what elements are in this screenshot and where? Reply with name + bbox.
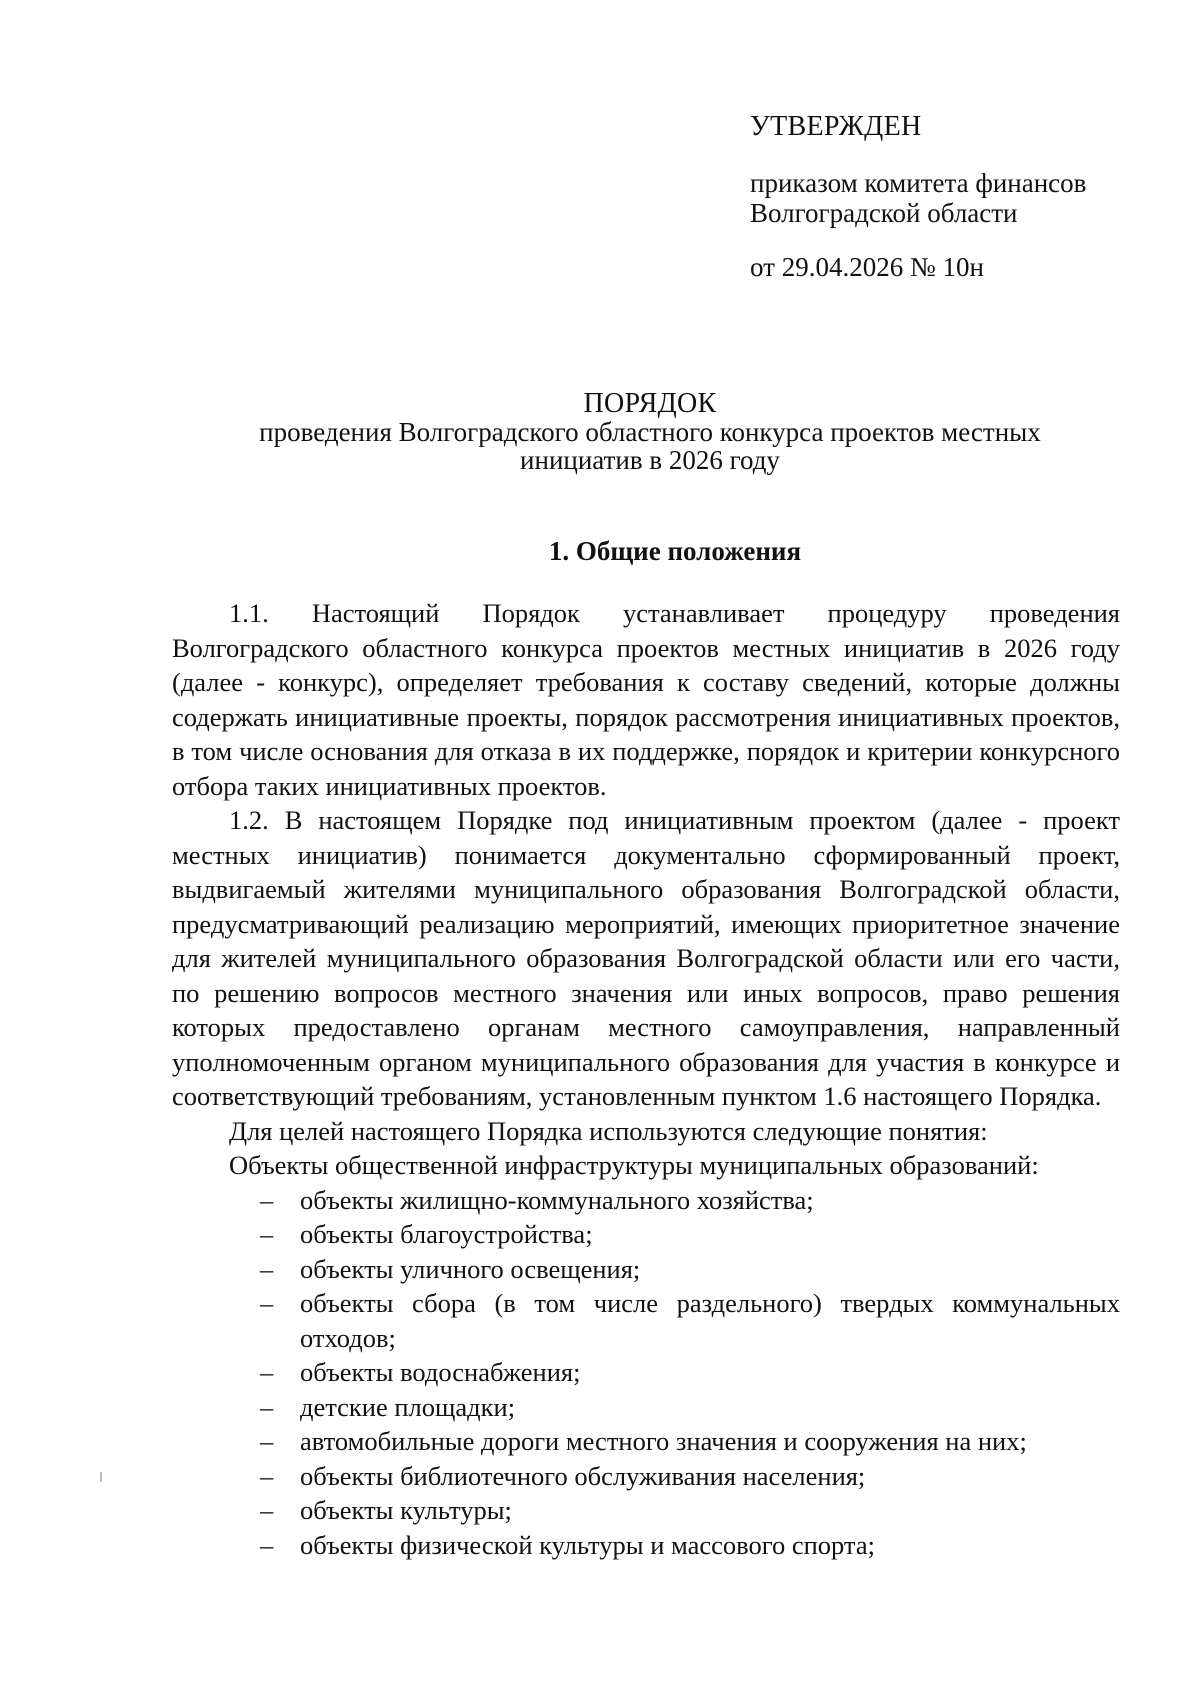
list-item [172,1183,1120,1218]
objects-list [172,1183,1120,1563]
list-dash: – [260,1288,274,1318]
list-dash: – [260,1495,274,1525]
approval-line-2: Волгоградской области [750,198,1018,228]
list-dash: – [260,1460,274,1491]
paragraph-1-2: 1.2. В настоящем Порядке под инициативным проектом (далее - проект местных инициатив) понимается документально сформированный проект, выдвигаемый жителями муниципального образования Волгоградской области, предусматривающий реализацию мероприятий, имеющих приоритетное значение для жителей муниципального образования Волгоградской области или его части, по решению вопросов местного значения или иных вопросов, право решения которых предоставлено органам местного самоуправления, направленный уполномоченным органом муниципального образования для участия в конкурсе и соответствующий требованиям, установленным пунктом 1.6 настоящего Порядка. [172,805,1120,1111]
list-item-text: объекты физической культуры и массового спорта; [300,1529,875,1560]
list-dash: – [260,1219,274,1249]
list-item [172,1355,1120,1390]
document-body [172,596,1120,1562]
list-item-text: автомобильные дороги местного значения и сооружения на них; [300,1426,1027,1456]
list-item-text: объекты культуры; [300,1495,512,1525]
approval-date: от 29.04.2026 № 10н [750,252,984,282]
approval-heading: УТВЕРЖДЕН [750,111,922,142]
document-subtitle-line-2: инициатив в 2026 году [520,445,780,475]
list-item-text: объекты жилищно-коммунального хозяйства; [300,1184,814,1215]
list-item-text: объекты водоснабжения; [300,1357,581,1387]
document-title: ПОРЯДОК [583,388,717,419]
list-dash: – [260,1529,274,1560]
list-item [172,1493,1120,1528]
list-item-text: объекты уличного освещения; [300,1253,641,1284]
list-item [172,1286,1120,1355]
list-item-text: объекты благоустройства; [300,1219,593,1249]
approval-block [750,112,1170,282]
list-item [172,1528,1120,1563]
list-item [172,1217,1120,1252]
list-dash: – [260,1426,274,1456]
document-subtitle-line-1: проведения Волгоградского областного конкурса проектов местных [259,417,1041,447]
list-item [172,1252,1120,1287]
list-dash: – [260,1391,274,1422]
list-item-text: объекты сбора (в том числе раздельного) твердых коммунальных отходов; [300,1288,1120,1353]
section-heading: 1. Общие положения [548,536,802,566]
paragraph-terms: Для целей настоящего Порядка используются следующие понятия: [229,1115,988,1146]
list-dash: – [260,1184,274,1215]
list-item [172,1390,1120,1425]
scan-margin-mark [100,1472,102,1482]
document-title-block [150,390,1150,474]
list-dash: – [260,1357,274,1387]
list-item-text: объекты библиотечного обслуживания населения; [300,1460,866,1491]
list-item [172,1459,1120,1494]
approval-line-1: приказом комитета финансов [750,168,1087,198]
list-item-text: детские площадки; [300,1391,516,1422]
paragraph-objects-intro: Объекты общественной инфраструктуры муниципальных образований: [229,1150,1039,1180]
list-dash: – [260,1253,274,1284]
paragraph-1-1: 1.1. Настоящий Порядок устанавливает процедуру проведения Волгоградского областного конкурса проектов местных инициатив в 2026 году (далее - конкурс), определяет требования к составу сведений, которые должны содержать инициативные проекты, порядок рассмотрения инициативных проектов, в том числе основания для отказа в их поддержке, порядок и критерии конкурсного отбора таких инициативных проектов. [172,598,1120,801]
list-item [172,1424,1120,1459]
